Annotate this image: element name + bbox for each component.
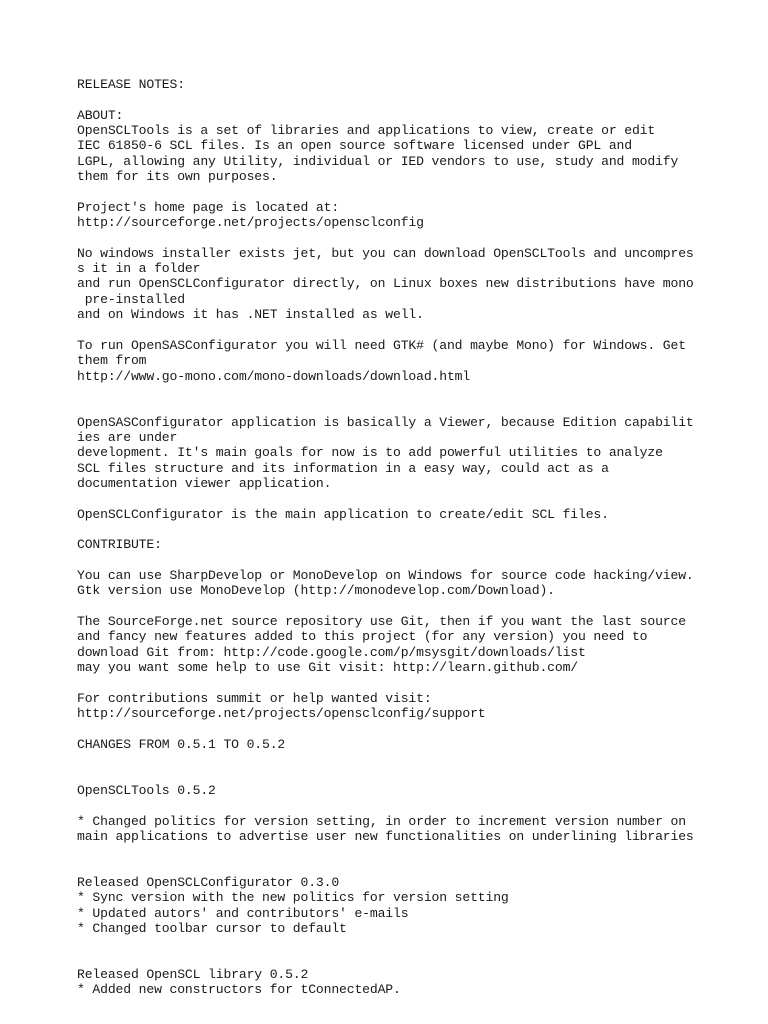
- doc-line: [77, 230, 737, 245]
- doc-line: http://www.go-mono.com/mono-downloads/download.html: [77, 368, 471, 384]
- doc-line: [77, 767, 737, 782]
- doc-line: CHANGES FROM 0.5.1 TO 0.5.2: [77, 736, 286, 752]
- doc-line: OpenSASConfigurator application is basically a Viewer, because Edition capabilit: [77, 414, 694, 430]
- doc-line: http://sourceforge.net/projects/opensclconfig/support: [77, 706, 486, 722]
- doc-line: http://sourceforge.net/projects/opensclconfig: [77, 215, 424, 231]
- doc-line: The SourceForge.net source repository use Git, then if you want the last source: [77, 614, 686, 630]
- doc-line: [77, 675, 737, 690]
- doc-line: CONTRIBUTE:: [77, 537, 162, 553]
- doc-line: To run OpenSASConfigurator you will need GTK# (and maybe Mono) for Windows. Get: [77, 337, 686, 353]
- doc-line: ABOUT:: [77, 107, 124, 123]
- doc-line: You can use SharpDevelop or MonoDevelop on Windows for source code hacking/view.: [77, 568, 694, 583]
- doc-line: and on Windows it has .NET installed as well.: [77, 307, 424, 323]
- doc-line: * Updated autors' and contributors' e-mails: [77, 905, 409, 921]
- doc-line: [77, 522, 737, 537]
- doc-line: [77, 184, 737, 199]
- doc-line: and run OpenSCLConfigurator directly, on Linux boxes new distributions have mono: [77, 276, 694, 292]
- doc-line: them from: [77, 353, 147, 369]
- doc-line: development. It's main goals for now is to add powerful utilities to analyze: [77, 445, 663, 461]
- doc-line: may you want some help to use Git visit: http://learn.github.com/: [77, 660, 578, 676]
- doc-line: s it in a folder: [77, 261, 201, 277]
- doc-line: IEC 61850-6 SCL files. Is an open source software licensed under GPL and: [77, 138, 632, 154]
- doc-line: [77, 384, 737, 399]
- doc-line: [77, 553, 737, 568]
- doc-line: pre-installed: [77, 291, 185, 307]
- doc-line: SCL files structure and its information in a easy way, could act as a: [77, 460, 609, 476]
- doc-line: * Changed politics for version setting, in order to increment version number on: [77, 813, 686, 829]
- doc-line: main applications to advertise user new functionalities on underlining libraries: [77, 828, 694, 844]
- doc-line: LGPL, allowing any Utility, individual or IED vendors to use, study and modify: [77, 153, 679, 169]
- doc-line: [77, 798, 737, 813]
- doc-line: documentation viewer application.: [77, 475, 332, 491]
- doc-line: and fancy new features added to this project (for any version) you need to: [77, 629, 648, 645]
- doc-line: [77, 323, 737, 338]
- doc-line: Released OpenSCLConfigurator 0.3.0: [77, 874, 340, 890]
- doc-line: Gtk version use MonoDevelop (http://monodevelop.com/Download).: [77, 583, 555, 599]
- doc-line: RELEASE NOTES:: [77, 77, 185, 92]
- doc-line: ies are under: [77, 429, 178, 445]
- doc-line: * Added new constructors for tConnectedAP.: [77, 982, 401, 998]
- doc-line: OpenSCLTools is a set of libraries and applications to view, create or edit: [77, 123, 656, 139]
- doc-line: [77, 92, 737, 107]
- doc-line: For contributions summit or help wanted visit:: [77, 690, 432, 706]
- doc-line: [77, 844, 737, 859]
- doc-line: [77, 399, 737, 414]
- doc-line: [77, 491, 737, 506]
- doc-line: [77, 599, 737, 614]
- doc-line: [77, 952, 737, 967]
- doc-line: No windows installer exists jet, but you can download OpenSCLTools and uncompres: [77, 245, 694, 261]
- doc-line: OpenSCLConfigurator is the main application to create/edit SCL files.: [77, 506, 609, 522]
- document-page: [77, 77, 737, 998]
- doc-line: Project's home page is located at:: [77, 199, 340, 215]
- doc-line: [77, 752, 737, 767]
- doc-line: * Changed toolbar cursor to default: [77, 920, 347, 936]
- doc-line: them for its own purposes.: [77, 169, 278, 185]
- doc-line: * Sync version with the new politics for version setting: [77, 890, 509, 906]
- doc-line: [77, 860, 737, 875]
- doc-line: Released OpenSCL library 0.5.2: [77, 966, 309, 982]
- doc-line: [77, 936, 737, 951]
- doc-line: OpenSCLTools 0.5.2: [77, 782, 216, 798]
- doc-line: [77, 721, 737, 736]
- doc-line: download Git from: http://code.google.com/p/msysgit/downloads/list: [77, 644, 586, 660]
